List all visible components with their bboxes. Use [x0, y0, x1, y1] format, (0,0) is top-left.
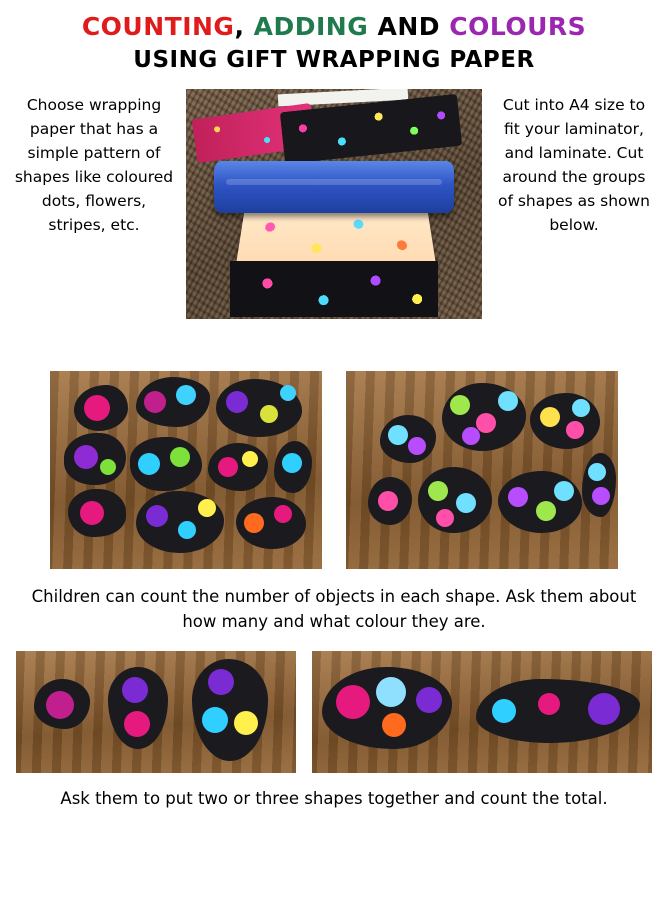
dot: [84, 395, 110, 421]
dot: [198, 499, 216, 517]
cut-shape: [380, 415, 436, 463]
three-small-dot-shapes-photo: [16, 651, 296, 773]
title-comma: ,: [234, 12, 245, 41]
instruction-left: Choose wrapping paper that has a simple pattern of shapes like coloured dots, flowers, stripes, etc.: [14, 96, 174, 235]
dot: [74, 445, 98, 469]
dot: [178, 521, 196, 539]
cut-shape: [64, 433, 126, 485]
bottom-photo-row: [0, 651, 668, 773]
flower: [378, 491, 398, 511]
flower: [450, 395, 470, 415]
title-word-and: AND: [377, 12, 441, 41]
flower: [456, 493, 476, 513]
two-larger-dot-shapes-photo: [312, 651, 652, 773]
dot: [376, 677, 406, 707]
flower: [566, 421, 584, 439]
flower: [388, 425, 408, 445]
dot: [226, 391, 248, 413]
title-word-colours: COLOURS: [449, 12, 587, 41]
cut-shape: [34, 679, 90, 729]
caption-bottom: Ask them to put two or three shapes together and count the total.: [60, 788, 608, 808]
dot: [242, 451, 258, 467]
cut-flower-shapes-photo: [346, 371, 618, 569]
cut-dot-shapes-photo: [50, 371, 322, 569]
dot: [100, 459, 116, 475]
dot: [144, 391, 166, 413]
flower: [540, 407, 560, 427]
dot: [138, 453, 160, 475]
dot: [382, 713, 406, 737]
dot: [208, 669, 234, 695]
cut-shape: [322, 667, 452, 749]
caption-middle: Children can count the number of objects in each shape. Ask them about how many and what colour they are.: [31, 587, 637, 631]
dot: [234, 711, 258, 735]
cut-shape: [208, 443, 268, 491]
dot: [274, 505, 292, 523]
dot: [280, 385, 296, 401]
cut-shape: [236, 497, 306, 549]
dot: [146, 505, 168, 527]
page-title: [0, 0, 668, 73]
flower: [572, 399, 590, 417]
title-word-counting: COUNTING: [81, 12, 235, 41]
flower: [508, 487, 528, 507]
dot: [244, 513, 264, 533]
flower: [498, 391, 518, 411]
dot: [588, 693, 620, 725]
flower: [476, 413, 496, 433]
title-line-2: USING GIFT WRAPPING PAPER: [133, 47, 535, 73]
dot: [46, 691, 74, 719]
flower: [592, 487, 610, 505]
dot: [202, 707, 228, 733]
dot: [124, 711, 150, 737]
cut-shape: [136, 491, 224, 553]
laminator-with-wrapping-paper-photo: [186, 89, 482, 319]
dot: [80, 501, 104, 525]
dot: [492, 699, 516, 723]
dot: [176, 385, 196, 405]
cut-shape: [216, 379, 302, 437]
cut-shape: [418, 467, 492, 533]
dot: [122, 677, 148, 703]
dot: [218, 457, 238, 477]
title-line-1: [0, 12, 668, 41]
flower: [428, 481, 448, 501]
dot: [260, 405, 278, 423]
cut-shape: [530, 393, 600, 449]
title-word-adding: ADDING: [253, 12, 369, 41]
instruction-right: Cut into A4 size to fit your laminator, and laminate. Cut around the groups of shapes as shown below.: [497, 96, 651, 235]
laminator-machine: [214, 161, 454, 213]
dot: [282, 453, 302, 473]
flower: [436, 509, 454, 527]
black-spotted-sheet: [230, 261, 438, 317]
dot: [170, 447, 190, 467]
flower: [588, 463, 606, 481]
flower: [554, 481, 574, 501]
dot: [416, 687, 442, 713]
dot: [336, 685, 370, 719]
dot: [538, 693, 560, 715]
middle-photo-row: [0, 371, 668, 569]
top-section: [0, 89, 668, 319]
cut-shape: [498, 471, 582, 533]
flower: [408, 437, 426, 455]
flower: [536, 501, 556, 521]
cut-shape: [130, 437, 202, 491]
flower: [462, 427, 480, 445]
cut-shape: [68, 489, 126, 537]
